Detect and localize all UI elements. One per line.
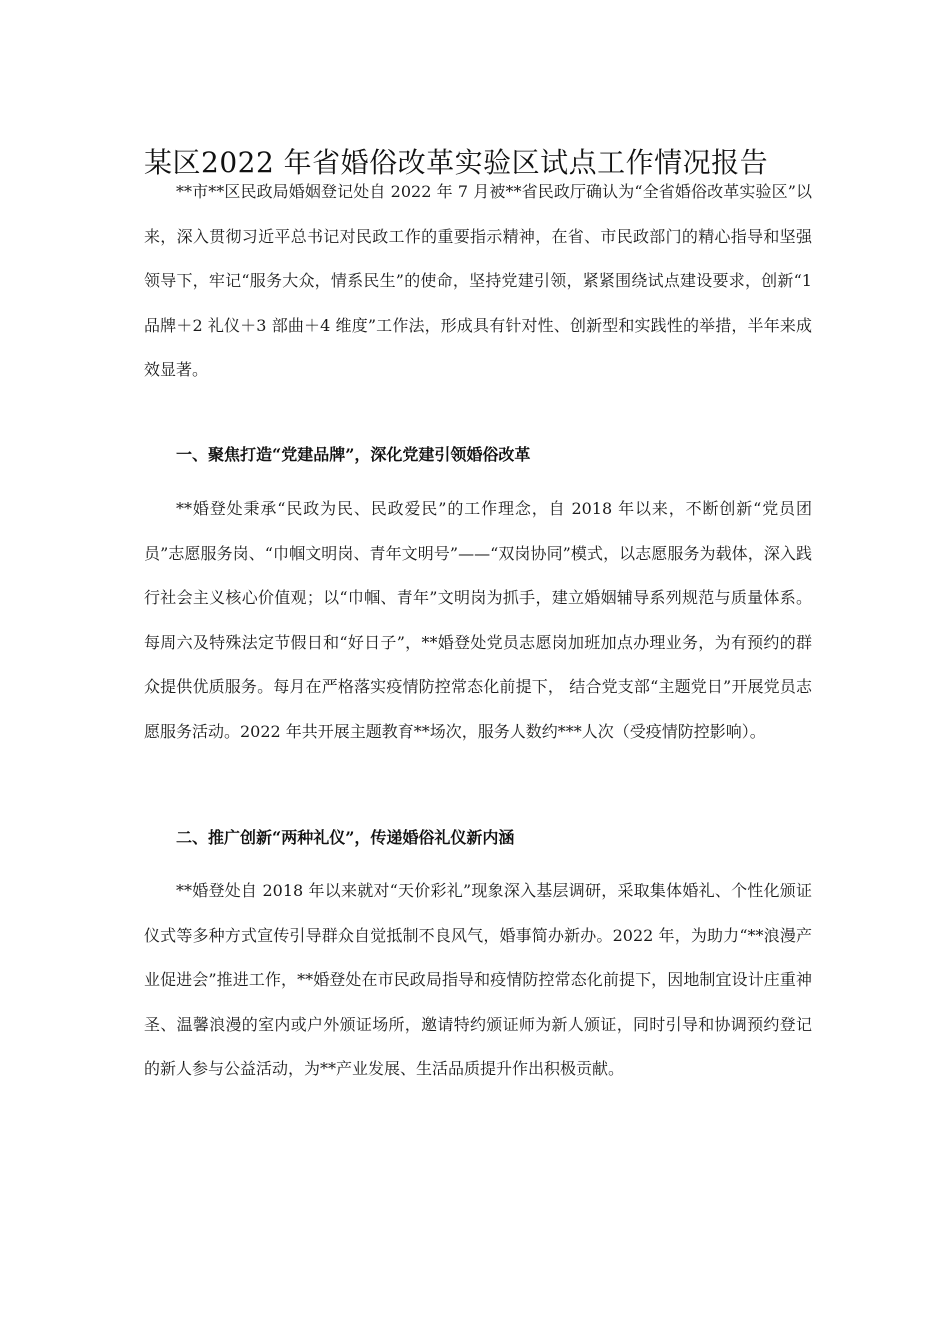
intro-paragraph: **市**区民政局婚姻登记处自 2022 年 7 月被**省民政厅确认为“全省婚俗改革实验区”以来，深入贯彻习近平总书记对民政工作的重要指示精神，在省、市民政部门的精心指导和坚强领导下，牢记“服务大众，情系民生”的使命，坚持党建引领，紧紧围绕试点建设要求，创新“1 品牌＋2 礼仪＋3 部曲＋4 维度”工作法，形成具有针对性、创新型和实践性的举措，半年来成效显著。 [144, 182, 812, 380]
section-1-paragraph: **婚登处秉承“民政为民、民政爱民”的工作理念，自 2018 年以来，不断创新“党员团员”志愿服务岗、“巾帼文明岗、青年文明号”——“双岗协同”模式，以志愿服务为载体，深入践行社会主义核心价值观；以“巾帼、青年”文明岗为抓手，建立婚姻辅导系列规范与质量体系。每周六及特殊法定节假日和“好日子”，**婚登处党员志愿岗加班加点办理业务，为有预约的群众提供优质服务。每月在严格落实疫情防控常态化前提下， 结合党支部“主题党日”开展党员志愿服务活动。2022 年共开展主题教育**场次，服务人数约***人次（受疫情防控影响）。 [144, 499, 812, 741]
document-title: 某区2022 年省婚俗改革实验区试点工作情况报告 [144, 146, 769, 179]
section-1-heading: 一、聚焦打造“党建品牌”，深化党建引领婚俗改革 [176, 445, 531, 464]
section-2-heading: 二、推广创新“两种礼仪”，传递婚俗礼仪新内涵 [176, 828, 515, 847]
section-2-paragraph: **婚登处自 2018 年以来就对“天价彩礼”现象深入基层调研，采取集体婚礼、个性化颁证仪式等多种方式宣传引导群众自觉抵制不良风气，婚事简办新办。2022 年，为助力“**浪漫产业促进会”推进工作，**婚登处在市民政局指导和疫情防控常态化前提下，因地制宜设计庄重神圣、温馨浪漫的室内或户外颁证场所，邀请特约颁证师为新人颁证，同时引导和协调预约登记的新人参与公益活动，为**产业发展、生活品质提升作出积极贡献。 [144, 881, 812, 1079]
